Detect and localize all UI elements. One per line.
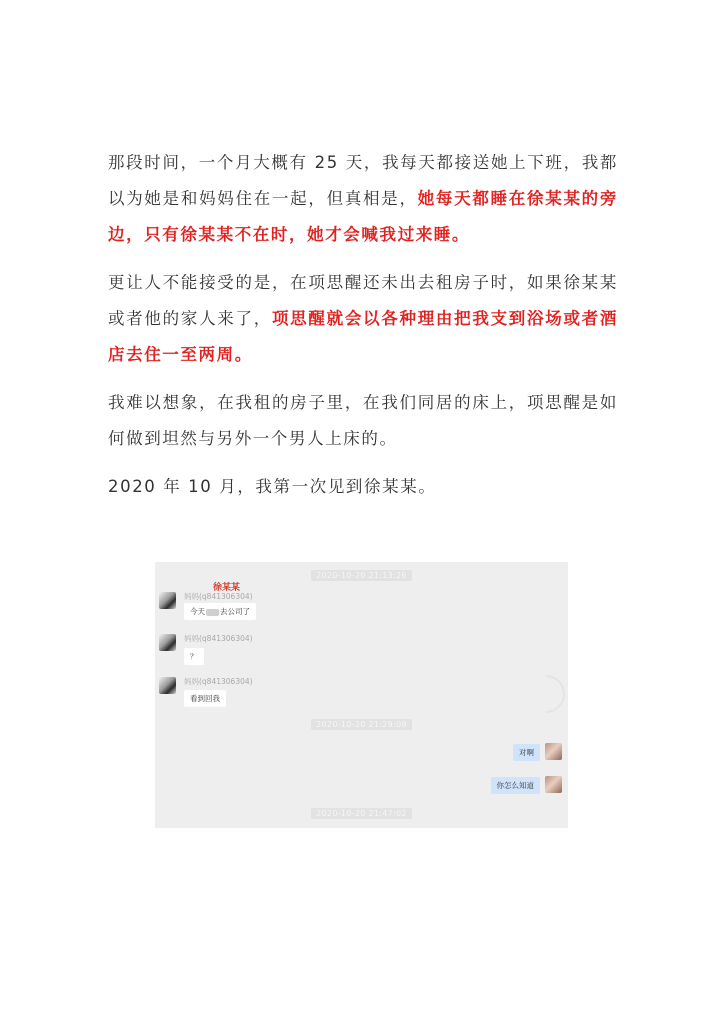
paragraph-1-text: 那段时间，一个月大概有 25 天，我每天都接送她上下班，我都以为她是和妈妈住在一起，但真相是， (108, 153, 618, 208)
paragraph-2 (108, 265, 618, 373)
outgoing-message-bubble: 对啊 (513, 744, 540, 761)
incoming-message-bubble: 今天 去公司了 (184, 603, 256, 620)
paragraph-3: 我难以想象，在我租的房子里，在我们同居的床上，项思醒是如何做到坦然与另外一个男人上床的。 (108, 393, 618, 448)
outgoing-message-bubble: 你怎么知道 (491, 777, 541, 794)
chat-timestamp: 2020-10-20 21:47:02 (155, 808, 568, 819)
sender-label: 妈妈(q841306304) (184, 634, 253, 643)
user-avatar (545, 743, 562, 760)
chat-timestamp: 2020-10-20 21:13:26 (155, 570, 568, 581)
sender-label: 妈妈(q841306304) (184, 592, 253, 601)
article-body (108, 145, 618, 505)
redaction-blur (206, 609, 219, 616)
chat-timestamp: 2020-10-20 21:29:09 (155, 719, 568, 730)
paragraph-2-text: 更让人不能接受的是，在项思醒还未出去租房子时，如果徐某某或者他的家人来了， (108, 273, 618, 328)
contact-avatar (159, 592, 176, 609)
incoming-message-bubble: ？ (184, 648, 204, 665)
paragraph-2-highlight: 项思醒就会以各种理由把我支到浴场或者酒店去住一至两周。 (108, 309, 618, 364)
contact-avatar (159, 634, 176, 651)
paragraph-1-highlight: 她每天都睡在徐某某的旁边，只有徐某某不在时，她才会喊我过来睡。 (108, 189, 618, 244)
chat-screenshot (155, 562, 568, 828)
user-avatar (545, 776, 562, 793)
sender-name-annotation: 徐某某 (213, 583, 241, 593)
incoming-message-bubble: 看到回我 (184, 690, 226, 707)
contact-avatar (159, 677, 176, 694)
paragraph-1 (108, 145, 618, 253)
paragraph-4: 2020 年 10 月，我第一次见到徐某某。 (108, 477, 437, 496)
sender-label: 妈妈(q841306304) (184, 677, 253, 686)
